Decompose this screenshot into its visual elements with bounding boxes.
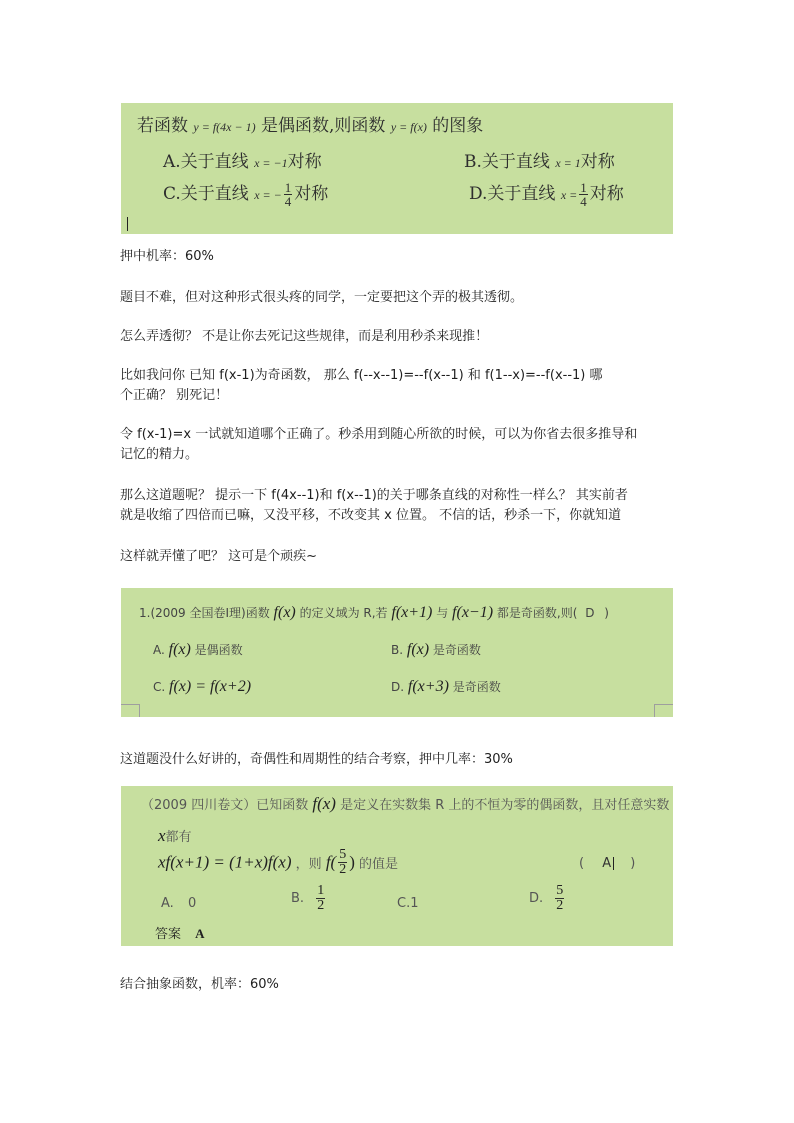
paragraph-4-line-2: 记忆的精力。 [120,447,199,462]
question-3-prefix: （2009 四川卷文）已知函数 [141,798,309,813]
question-3-option-d [529,884,566,913]
option-d-fraction [555,884,564,913]
question-3-fraction [338,848,347,877]
paren-open: ( [579,856,585,871]
question-3-numerator: 5 [339,847,347,862]
option-a-label: A. [153,643,165,657]
option-c-label: C. [153,680,166,694]
corner-mark-right [654,704,673,717]
question-1-prefix: 若函数 [137,116,188,136]
option-d-denominator: 2 [556,898,564,913]
option-c-numerator: 1 [284,180,292,195]
question-3-paren [579,856,635,871]
option-a-suffix: 对称 [287,152,322,172]
option-c-expr: x = − [254,188,282,202]
option-d-suffix: 对称 [589,184,624,204]
question-2-option-a [153,641,243,659]
paragraph-3-line-2: 个正确？ 别死记！ [120,388,229,403]
question-2-suffix: 都是奇函数,则( [496,606,578,620]
option-b-label: B. [291,891,305,906]
option-c-fraction [284,181,293,208]
paragraph-5-line-2: 就是收缩了四倍而已嘛，又没平移，不改变其 x 位置。 不信的话，秒杀一下，你就知道 [120,508,622,523]
question-1-middle: 是偶函数,则函数 [261,116,386,136]
question-2-option-d [391,678,501,696]
question-3-equation-row [158,848,398,877]
question-3-value-text: 的值是 [359,857,399,872]
question-1-option-c [163,179,328,208]
question-2-stem [139,604,609,622]
question-2-mid-2: 与 [436,606,449,620]
option-a-expr: x = −1 [254,156,288,170]
option-c-suffix: 对称 [294,184,329,204]
question-2-prefix: 1.(2009 全国卷Ⅰ理)函数 [139,606,270,620]
question-image-2 [121,588,673,717]
option-c-expr: f(x) = f(x+2) [169,678,252,695]
option-a-label: A.关于直线 [163,152,249,172]
question-3-fx: f(x) [312,794,336,813]
option-d-label: D. [391,680,405,694]
question-3-stem-line-1 [141,794,669,814]
option-b-numerator: 1 [317,883,325,898]
paragraph-5-line-1: 那么这道题呢？ 提示一下 f(4x--1)和 f(x--1)的关于哪条直线的对称性一样么？ 其实前者 [120,488,628,503]
option-b-expr: x = 1 [555,156,581,170]
question-1-stem [137,111,483,136]
question-3-f-open: f( [325,852,337,872]
question-1-option-d [469,179,624,208]
question-3-equation: xf(x+1) = (1+x)f(x) [158,852,292,872]
option-c-label: C.关于直线 [163,184,249,204]
paragraph-2: 怎么弄透彻？ 不是让你去死记这些规律，而是利用秒杀来现推！ [120,329,489,344]
paragraph-4-line-1: 令 f(x-1)=x 一试就知道哪个正确了。秒杀用到随心所欲的时候，可以为你省去很多推导和 [120,427,638,442]
question-2-answer: D [585,606,595,620]
question-3-f-close: ) [349,852,355,872]
question-3-answer [155,923,205,942]
option-d-denominator: 4 [580,194,587,209]
paragraph-6: 这样就弄懂了吧？ 这可是个顽疾~ [120,549,318,564]
option-b-label: B. [391,643,404,657]
paragraph-8: 结合抽象函数，机率：60% [120,977,279,992]
paragraph-1: 题目不难，但对这种形式很头疼的同学，一定要把这个弄的极其透彻。 [120,290,524,305]
question-3-stem-line-2 [158,826,192,846]
option-d-expr: f(x+3) [407,678,449,695]
question-3-line-2-text: 都有 [165,830,192,845]
answer-label: 答案 [155,927,182,942]
option-d-numerator: 5 [556,883,564,898]
option-a-value: 0 [187,896,197,911]
question-1-suffix: 的图象 [432,116,484,136]
option-c-value: 1 [410,896,419,911]
option-d-numerator: 1 [580,180,587,195]
question-2-close: ) [604,606,609,620]
question-1-option-b [464,147,615,172]
option-b-suffix: 对称 [580,152,615,172]
question-1-option-a [163,147,322,172]
option-b-expr: f(x) [406,641,430,658]
question-3-then: ，则 [295,857,322,872]
option-b-denominator: 2 [317,898,325,913]
option-a-label: A. [161,896,174,911]
hit-rate-line-1: 押中机率：60% [120,249,214,264]
question-1-expr-1: y = f(4x − 1) [193,120,256,134]
paragraph-7: 这道题没什么好讲的，奇偶性和周期性的结合考察，押中几率：30% [120,752,513,767]
question-2-option-c [153,678,251,696]
question-image-3 [121,786,673,946]
option-d-fraction [579,181,588,208]
text-cursor-2 [613,857,614,870]
answer-value: A [195,926,205,941]
option-b-label: B.关于直线 [464,152,550,172]
question-3-option-b [291,884,327,913]
question-2-option-b [391,641,481,659]
question-image-1 [121,103,673,234]
question-2-fx: f(x) [273,604,296,621]
question-3-denominator: 2 [339,862,347,877]
question-3-suffix: 是定义在实数集 R 上的不恒为零的偶函数，且对任意实数 [340,798,670,813]
paren-close: ) [630,856,636,871]
question-2-mid-1: 的定义域为 R,若 [299,606,388,620]
question-3-option-c [397,896,419,911]
option-d-text: 是奇函数 [452,680,501,694]
option-c-denominator: 4 [284,194,292,209]
corner-mark-left [121,704,140,717]
option-d-label: D.关于直线 [469,184,556,204]
option-c-label: C. [397,896,411,911]
option-a-expr: f(x) [168,641,191,658]
question-3-var-x: x [158,826,166,845]
option-b-text: 是奇函数 [432,643,481,657]
question-3-option-a [161,896,196,911]
text-cursor [127,217,128,231]
option-d-expr: x = [560,188,578,202]
paragraph-3-line-1: 比如我问你 已知 f(x-1)为奇函数， 那么 f(--x--1)=--f(x--1) 和 f(1--x)=--f(x--1) 哪 [120,368,603,383]
question-2-f-minus: f(x−1) [452,604,494,621]
question-2-f-plus: f(x+1) [391,604,433,621]
option-b-fraction [316,884,325,913]
question-1-expr-2: y = f(x) [390,120,427,134]
option-a-text: 是偶函数 [194,643,243,657]
option-d-label: D. [529,891,544,906]
paren-answer: A [602,856,612,871]
